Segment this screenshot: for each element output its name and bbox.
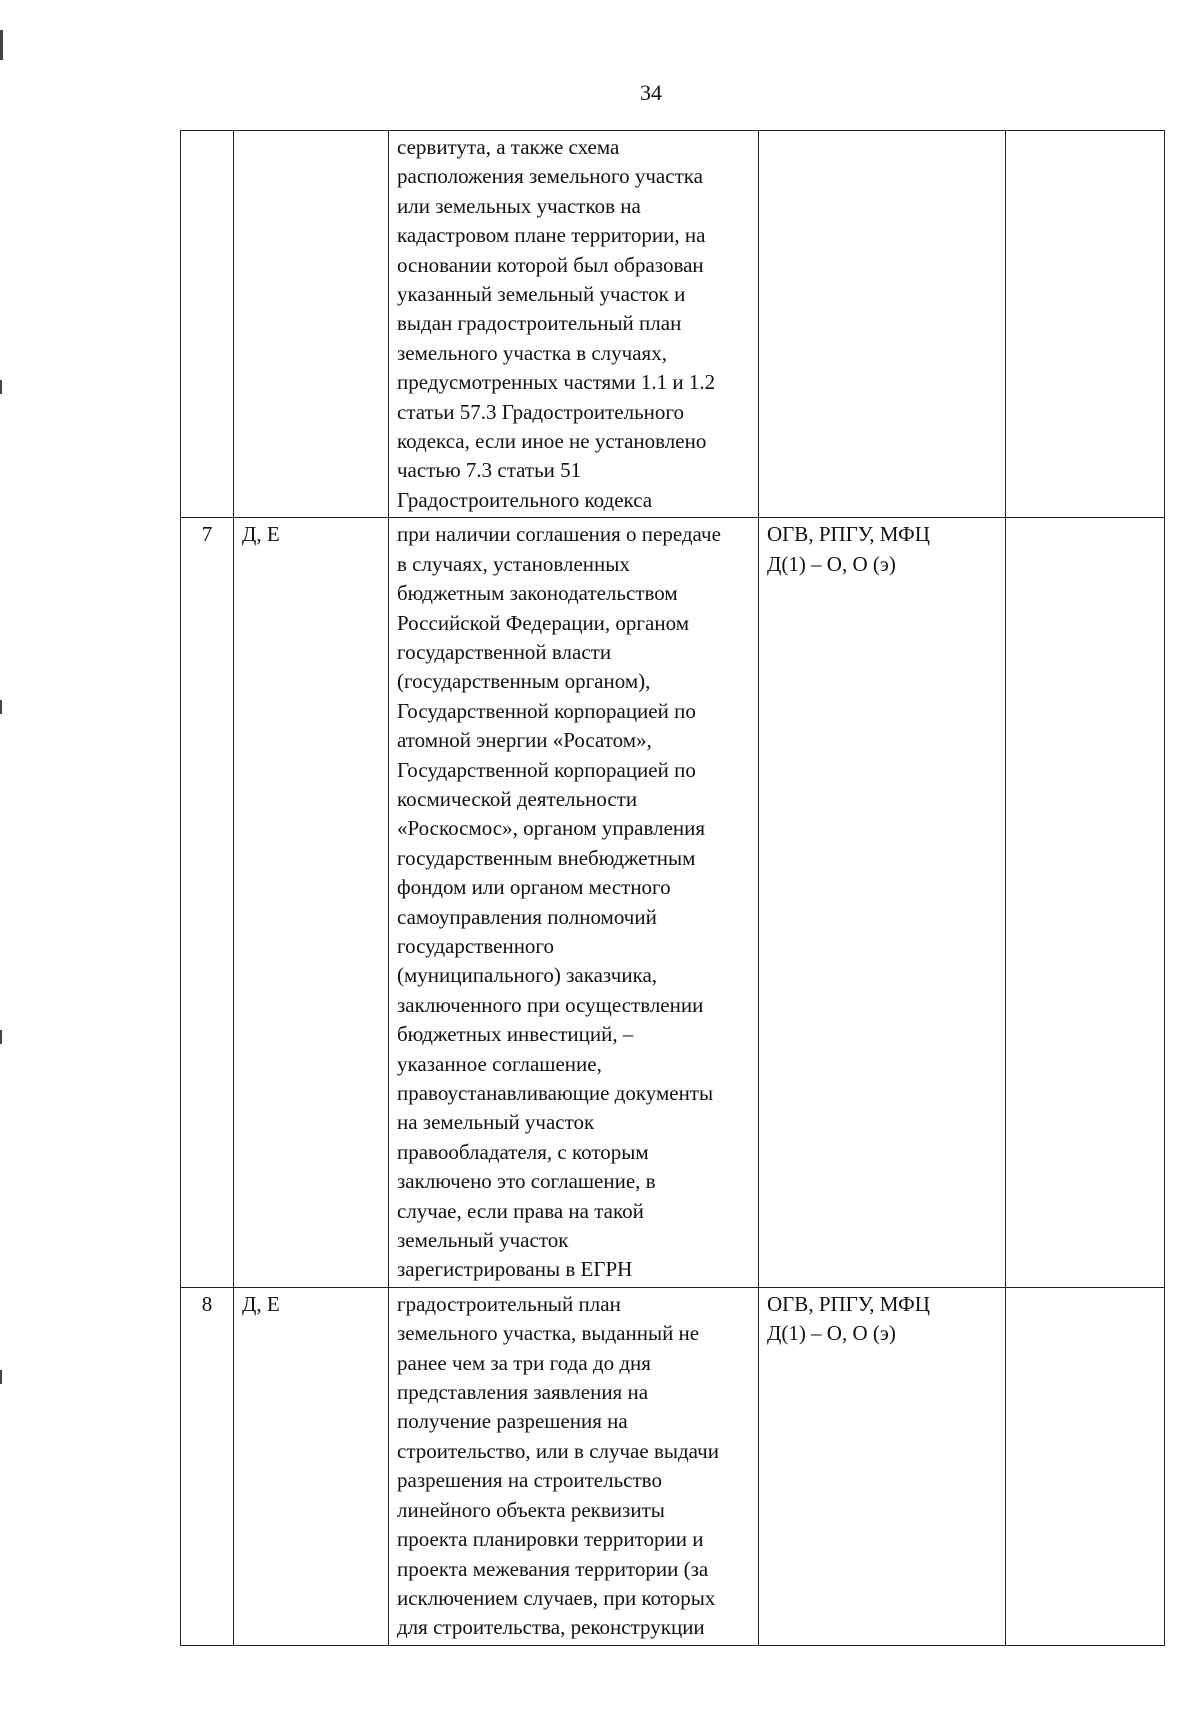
row-number-cell: 7 [181, 518, 234, 1288]
scan-mark [0, 700, 2, 714]
requirements-table [180, 130, 1165, 1646]
table-row [181, 131, 1165, 518]
document-type-cell [234, 131, 389, 518]
scan-mark [0, 1030, 2, 1044]
extra-cell [1006, 131, 1165, 518]
submission-method-cell: ОГВ, РПГУ, МФЦ Д(1) – О, О (э) [759, 1287, 1006, 1645]
page-number: 34 [640, 80, 662, 105]
table-row [181, 1287, 1165, 1645]
table-row [181, 518, 1165, 1288]
document-type-cell: Д, Е [234, 518, 389, 1288]
scan-mark [0, 30, 3, 60]
extra-cell [1006, 1287, 1165, 1645]
scan-mark [0, 1370, 2, 1384]
document-description-cell: при наличии соглашения о передаче в случаях, установленных бюджетным законодательством Российской Федерации, органом государственной власти (государственным органом), Государственной корпорацией по атомной энергии «Росатом», Государственной корпорацией по космической деятельности «Роскосмос», органом управления государственным внебюджетным фондом или органом местного самоуправления полномочий государственного (муниципального) заказчика, заключенного при осуществлении бюджетных инвестиций, – указанное соглашение, правоустанавливающие документы на земельный участок правообладателя, с которым заключено это соглашение, в случае, если права на такой земельный участок зарегистрированы в ЕГРН [389, 518, 759, 1288]
row-number-cell [181, 131, 234, 518]
row-number-cell: 8 [181, 1287, 234, 1645]
scan-mark [0, 380, 2, 394]
document-type-cell: Д, Е [234, 1287, 389, 1645]
extra-cell [1006, 518, 1165, 1288]
submission-method-cell: ОГВ, РПГУ, МФЦ Д(1) – О, О (э) [759, 518, 1006, 1288]
document-description-cell: сервитута, а также схема расположения земельного участка или земельных участков на кадастровом плане территории, на основании которой был образован указанный земельный участок и выдан градостроительный план земельного участка в случаях, предусмотренных частями 1.1 и 1.2 статьи 57.3 Градостроительного кодекса, если иное не установлено частью 7.3 статьи 51 Градостроительного кодекса [389, 131, 759, 518]
document-description-cell: градостроительный план земельного участка, выданный не ранее чем за три года до дня представления заявления на получение разрешения на строительство, или в случае выдачи разрешения на строительство линейного объекта реквизиты проекта планировки территории и проекта межевания территории (за исключением случаев, при которых для строительства, реконструкции [389, 1287, 759, 1645]
submission-method-cell [759, 131, 1006, 518]
